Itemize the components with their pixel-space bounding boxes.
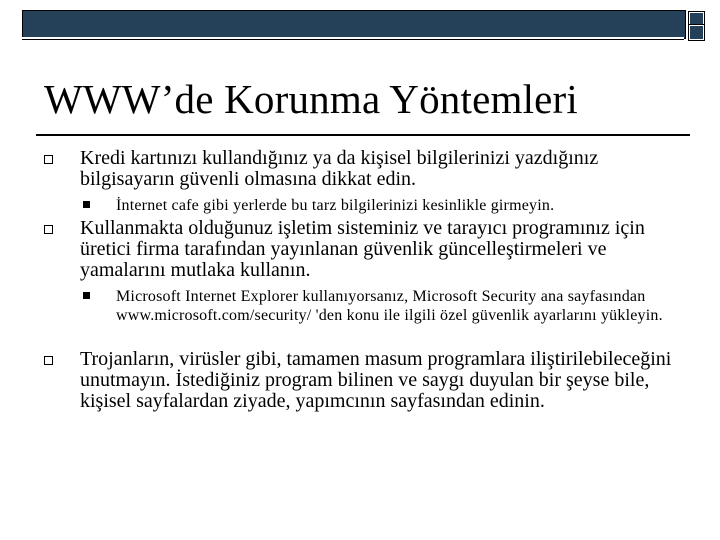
bullet-text: Kredi kartınızı kullandığınız ya da kişisel bilgilerinizi yazdığınız bilgisayarın güvenli olmasına dikkat edin. bbox=[80, 147, 599, 190]
bullet-text: Trojanların, virüsler gibi, tamamen masum programlara iliştirilebileceğini unutmayın. İstediğiniz program bilinen ve saygı duyulan bir şeyse bile, kişisel sayfalardan ziyade, yapımcının sayfasından edinin. bbox=[80, 348, 672, 412]
bullet-square-icon bbox=[44, 356, 53, 365]
bullet-square-icon bbox=[44, 225, 53, 234]
slide-title: WWW’de Korunma Yöntemleri bbox=[44, 76, 578, 122]
bullet-square-icon bbox=[44, 155, 53, 164]
sub-bullet-text: İnternet cafe gibi yerlerde bu tarz bilgilerinizi kesinlikle girmeyin. bbox=[116, 197, 555, 214]
sub-bullet-text: Microsoft Internet Explorer kullanıyorsanız, Microsoft Security ana sayfasından www.microsoft.com/security/ 'den konu ile ilgili özel güvenlik ayarlarını yükleyin. bbox=[116, 288, 663, 324]
sub-bullet-square-icon bbox=[83, 201, 90, 208]
sub-bullet-square-icon bbox=[83, 292, 90, 299]
bullet-text: Kullanmakta olduğunuz işletim sisteminiz ve tarayıcı programınız için üretici firma tarafından yayınlanan güvenlik güncelleştirmeleri ve yamalarını mutlaka kullanın. bbox=[80, 217, 645, 281]
